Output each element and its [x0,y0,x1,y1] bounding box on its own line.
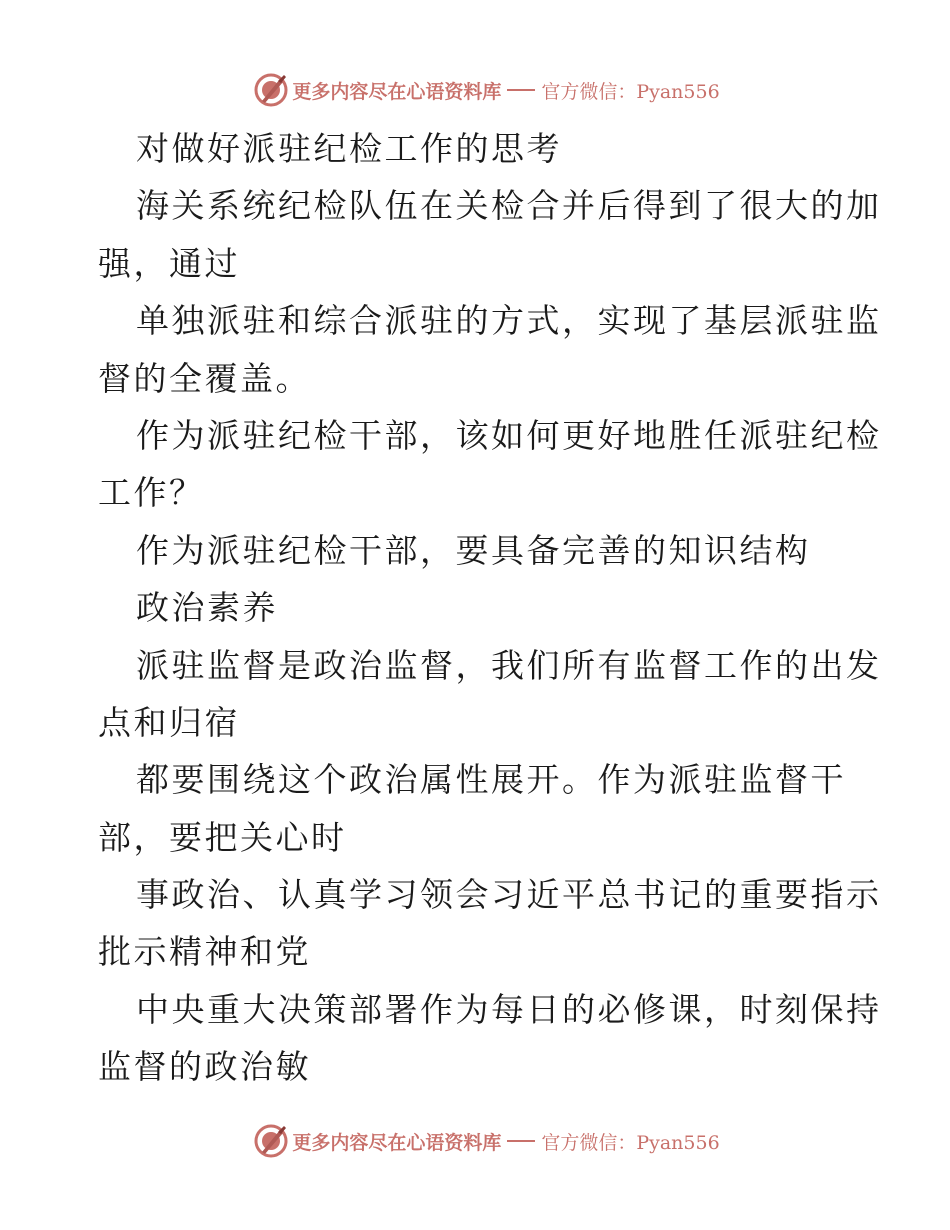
header-banner-content [254,73,719,107]
footer-banner [0,1121,950,1161]
banner-separator [507,89,535,91]
paragraph-line: 单独派驻和综合派驻的方式，实现了基层派驻监 [136,301,882,341]
quill-pen-logo-icon [254,73,288,107]
paragraph-line: 海关系统纪检队伍在关检合并后得到了很大的加 [136,186,882,226]
paragraph-line: 监督的政治敏 [98,1047,311,1087]
document-body [98,120,882,1096]
paragraph-line: 派驻监督是政治监督，我们所有监督工作的出发 [136,645,882,685]
paragraph-line: 批示精神和党 [98,932,311,972]
paragraph-line: 中央重大决策部署作为每日的必修课，时刻保持 [136,989,882,1029]
header-banner [0,70,950,110]
banner-main-text: 更多内容尽在心语资料库 [292,1131,502,1154]
document-title: 对做好派驻纪检工作的思考 [136,129,562,168]
banner-wechat-text: 官方微信：Pyan556 [541,80,720,103]
banner-wechat-text: 官方微信：Pyan556 [541,1131,720,1154]
banner-separator [507,1140,535,1142]
paragraph-line: 作为派驻纪检干部，该如何更好地胜任派驻纪检 [136,415,882,455]
quill-pen-logo-icon [254,1124,288,1158]
paragraph-line: 工作？ [98,473,205,513]
paragraph-line: 作为派驻纪检干部，要具备完善的知识结构 [136,530,811,570]
paragraph-line: 事政治、认真学习领会习近平总书记的重要指示 [136,875,882,915]
paragraph-line: 点和归宿 [98,702,240,742]
footer-banner-content [254,1124,719,1158]
paragraph-line: 督的全覆盖。 [98,358,311,398]
paragraph-line: 强，通过 [98,243,240,283]
banner-main-text: 更多内容尽在心语资料库 [292,80,502,103]
paragraph-line: 都要围绕这个政治属性展开。作为派驻监督干 [136,760,846,800]
paragraph-line: 部，要把关心时 [98,817,347,857]
section-heading: 政治素养 [136,588,278,628]
